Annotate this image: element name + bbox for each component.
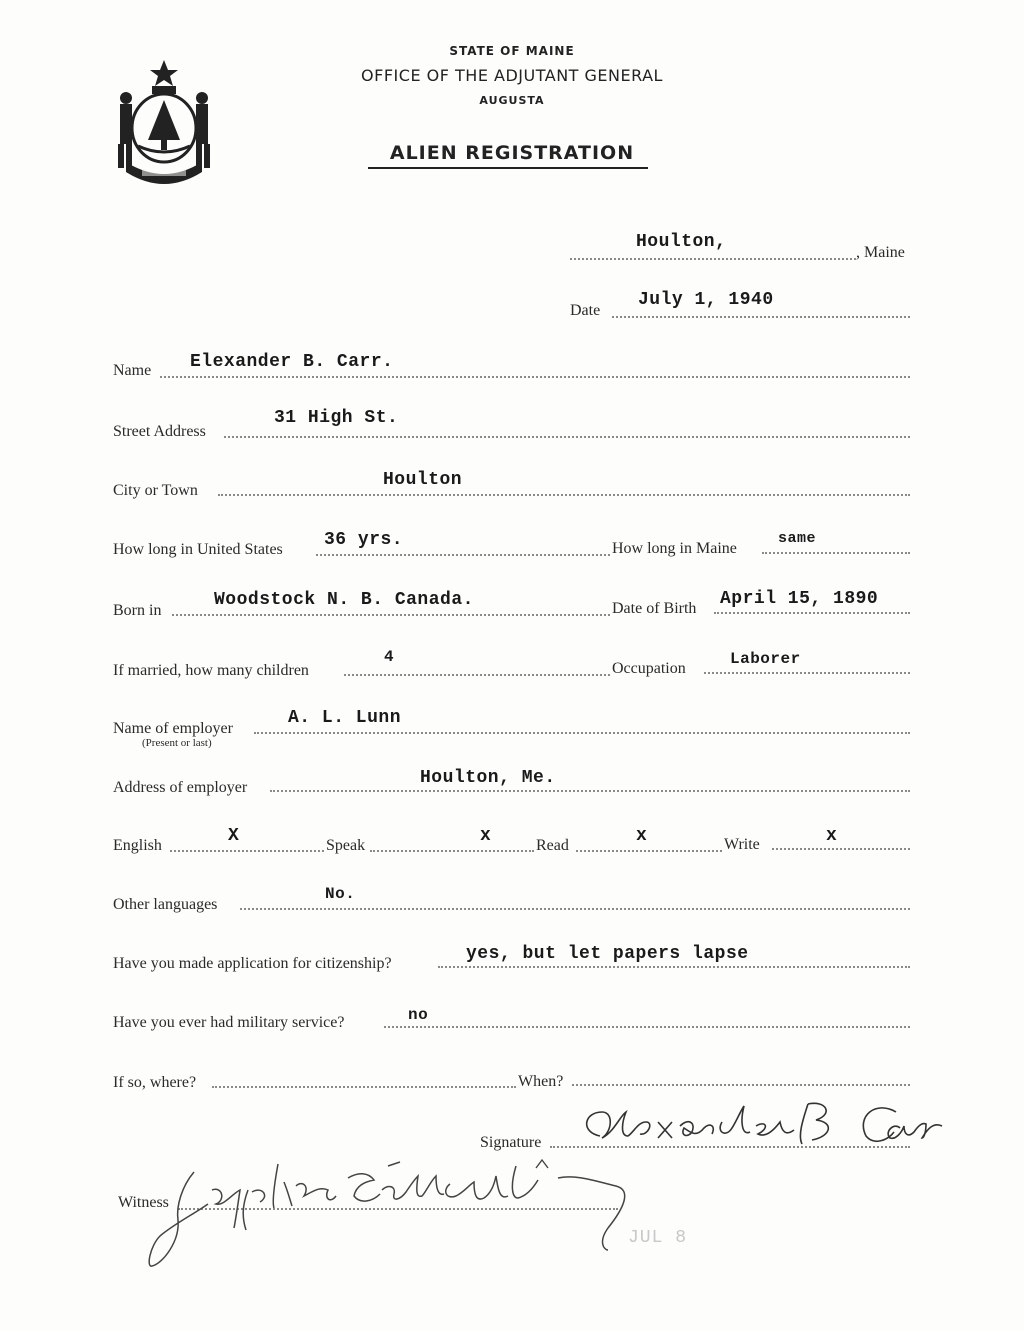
date-value: July 1, 1940 bbox=[638, 290, 774, 310]
street-value: 31 High St. bbox=[274, 408, 399, 428]
employer-label: Name of employer bbox=[113, 720, 233, 737]
name-line bbox=[160, 376, 910, 378]
write-label: Write bbox=[724, 836, 760, 853]
received-stamp: JUL 8 bbox=[628, 1228, 688, 1248]
date-line bbox=[612, 316, 910, 318]
city-label: City or Town bbox=[113, 482, 198, 499]
read-value: x bbox=[636, 826, 648, 846]
witness-signature-handwritten bbox=[138, 1146, 648, 1274]
where-label: If so, where? bbox=[113, 1074, 197, 1091]
date-of-birth-value: April 15, 1890 bbox=[720, 589, 879, 609]
citizenship-label: Have you made application for citizenship? bbox=[113, 955, 392, 972]
signature-label: Signature bbox=[480, 1134, 542, 1151]
english-label: English bbox=[113, 837, 162, 854]
town-line bbox=[570, 258, 856, 260]
read-line bbox=[576, 850, 722, 852]
speak-value: x bbox=[480, 826, 492, 846]
header-office: OFFICE OF THE ADJUTANT GENERAL bbox=[361, 66, 663, 85]
name-value: Elexander B. Carr. bbox=[190, 352, 394, 372]
how-long-us-label: How long in United States bbox=[113, 541, 283, 558]
military-value: no bbox=[408, 1006, 429, 1024]
born-in-line bbox=[172, 614, 610, 616]
street-label: Street Address bbox=[113, 423, 206, 440]
employer-address-line bbox=[270, 790, 910, 792]
children-label: If married, how many children bbox=[113, 662, 309, 679]
citizenship-value: yes, but let papers lapse bbox=[466, 944, 749, 964]
employer-note: (Present or last) bbox=[142, 737, 212, 749]
read-label: Read bbox=[536, 837, 569, 854]
speak-label: Speak bbox=[326, 837, 366, 854]
citizenship-line bbox=[438, 966, 910, 968]
header-state: STATE OF MAINE bbox=[449, 44, 575, 58]
when-label: When? bbox=[518, 1073, 564, 1090]
other-languages-label: Other languages bbox=[113, 896, 218, 913]
how-long-us-line bbox=[316, 554, 610, 556]
street-line bbox=[224, 436, 910, 438]
date-of-birth-line bbox=[714, 612, 910, 614]
born-in-value: Woodstock N. B. Canada. bbox=[214, 590, 474, 610]
how-long-maine-line bbox=[762, 552, 910, 554]
how-long-maine-label: How long in Maine bbox=[612, 540, 737, 557]
date-of-birth-label: Date of Birth bbox=[612, 600, 697, 617]
other-languages-line bbox=[240, 908, 910, 910]
military-line bbox=[384, 1026, 910, 1028]
when-line bbox=[572, 1084, 910, 1086]
city-value: Houlton bbox=[383, 470, 463, 490]
occupation-label: Occupation bbox=[612, 660, 686, 677]
english-line bbox=[170, 850, 324, 852]
employer-address-label: Address of employer bbox=[113, 779, 248, 796]
other-languages-value: No. bbox=[325, 885, 356, 903]
how-long-us-value: 36 yrs. bbox=[324, 530, 404, 550]
witness-label: Witness bbox=[118, 1194, 169, 1211]
write-line bbox=[772, 848, 910, 850]
header-city: AUGUSTA bbox=[479, 94, 545, 107]
speak-line bbox=[370, 850, 534, 852]
date-label: Date bbox=[570, 302, 601, 319]
employer-value: A. L. Lunn bbox=[288, 708, 402, 728]
how-long-maine-value: same bbox=[778, 530, 817, 547]
born-in-label: Born in bbox=[113, 602, 162, 619]
military-label: Have you ever had military service? bbox=[113, 1014, 345, 1031]
children-value: 4 bbox=[384, 648, 395, 666]
write-value: x bbox=[826, 826, 838, 846]
employer-line bbox=[254, 732, 910, 734]
town-value: Houlton, bbox=[636, 232, 727, 252]
name-label: Name bbox=[113, 362, 152, 379]
maine-label: , Maine bbox=[856, 244, 905, 261]
english-value: X bbox=[228, 826, 240, 846]
form-title: ALIEN REGISTRATION bbox=[389, 142, 635, 164]
children-line bbox=[344, 674, 610, 676]
occupation-value: Laborer bbox=[730, 650, 801, 668]
title-underline bbox=[368, 167, 648, 169]
where-line bbox=[212, 1086, 516, 1088]
occupation-line bbox=[704, 672, 910, 674]
city-line bbox=[218, 494, 910, 496]
employer-address-value: Houlton, Me. bbox=[420, 768, 556, 788]
